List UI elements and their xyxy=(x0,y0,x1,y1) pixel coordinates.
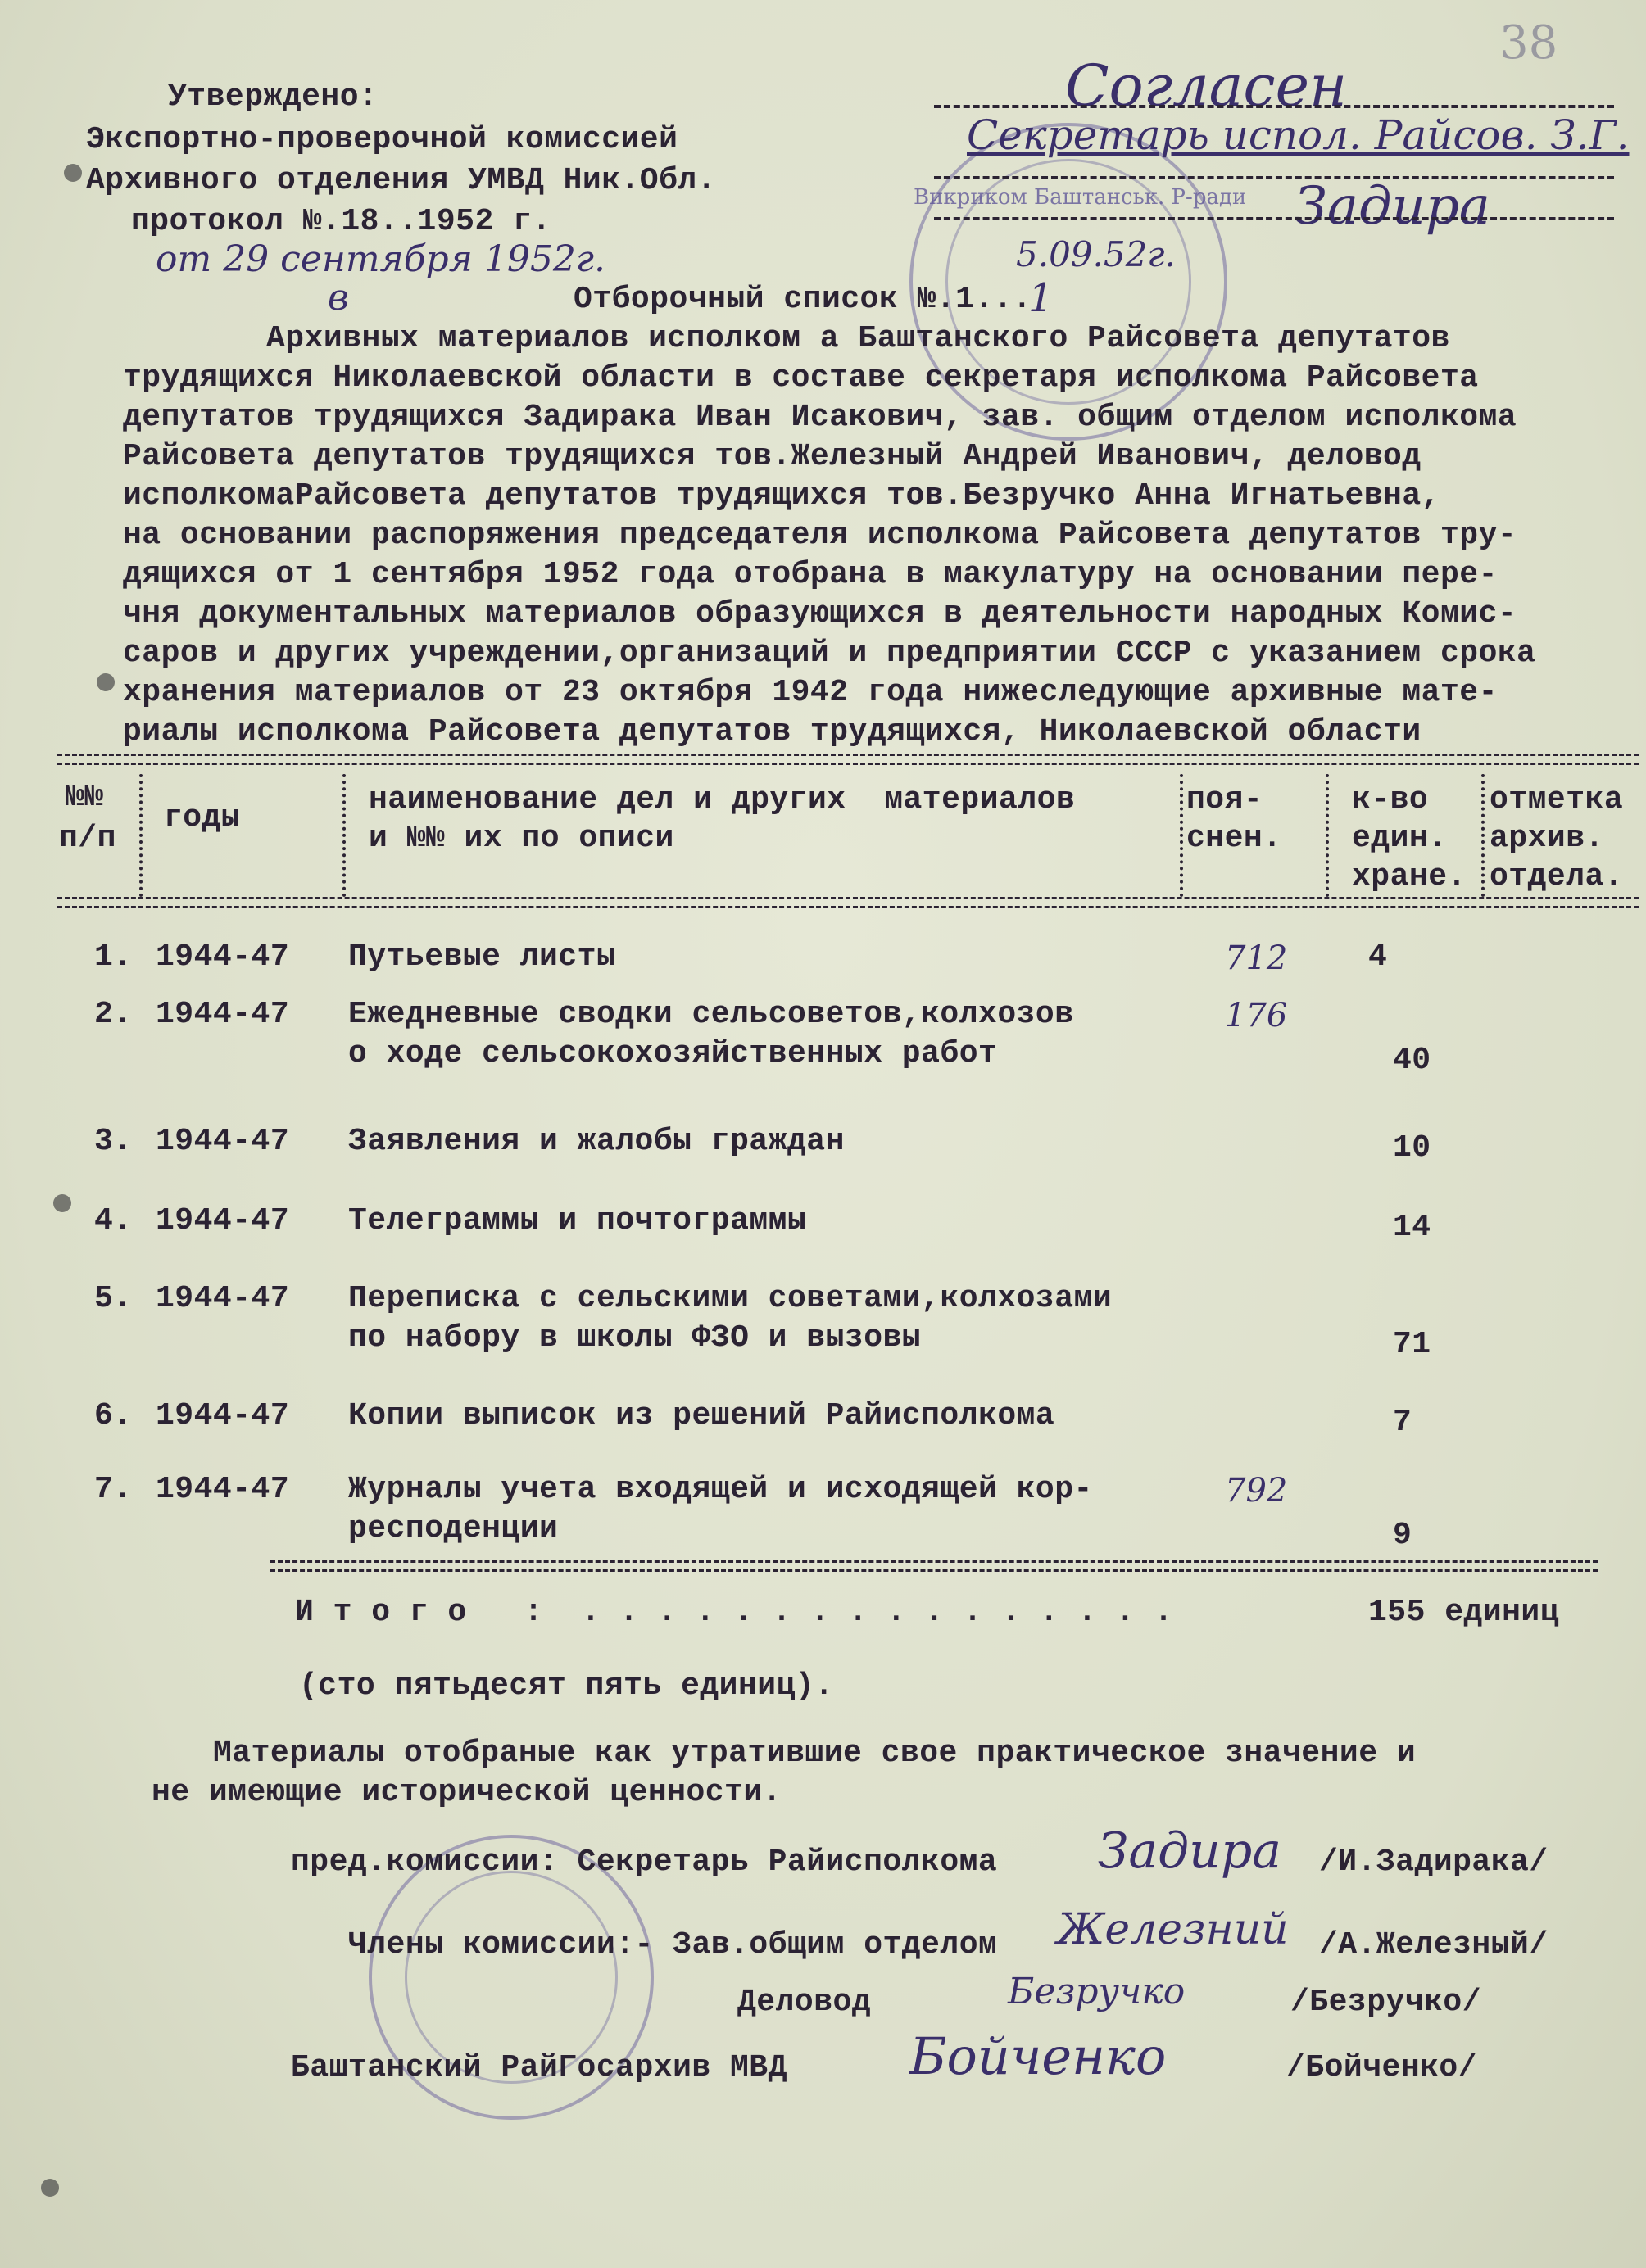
body-line: хранения материалов от 23 октября 1942 года нижеследующие архивные мате- xyxy=(123,675,1498,710)
approval-line: Утверждено: xyxy=(168,79,379,115)
header-mark: отметка xyxy=(1490,782,1624,817)
agreement-signature: Задира xyxy=(1295,176,1490,237)
conclusion-line: Материалы отобраные как утратившие свое практическое значение и xyxy=(213,1736,1417,1771)
row-number: 2. xyxy=(94,997,133,1032)
divider xyxy=(934,217,1614,220)
divider xyxy=(934,105,1614,108)
row-number: 1. xyxy=(94,939,133,975)
signature-role: Баштанский РайГосархив МВД xyxy=(291,2050,787,2085)
row-years: 1944-47 xyxy=(156,1281,290,1316)
row-count: 71 xyxy=(1393,1327,1431,1362)
row-note: 176 xyxy=(1225,997,1288,1034)
header-note: поя- xyxy=(1186,782,1263,817)
row-name: респоденции xyxy=(348,1511,559,1546)
header-mark: архив. xyxy=(1490,821,1604,856)
stamp-text: Викриком Баштанськ. Р-ради xyxy=(914,185,1247,210)
header-count: един. xyxy=(1352,821,1448,856)
body-line: Райсовета депутатов трудящихся тов.Железный Андрей Иванович, деловод xyxy=(123,439,1422,474)
signature-role: Деловод xyxy=(737,1985,872,2020)
header-num: №№ xyxy=(66,780,104,815)
row-years: 1944-47 xyxy=(156,939,290,975)
signature-mark: Бойченко xyxy=(909,2026,1167,2086)
punch-hole xyxy=(97,673,115,691)
table-header-rule xyxy=(57,897,1639,908)
row-name: Ежедневные сводки сельсоветов,колхозов xyxy=(348,997,1074,1032)
header-name: наименование дел и других материалов xyxy=(369,782,1076,817)
header-mark: отдела. xyxy=(1490,859,1624,894)
signature-mark: Задира xyxy=(1098,1822,1282,1880)
body-line: депутатов трудящихся Задирака Иван Исакович, зав. общим отделом исполкома xyxy=(123,400,1517,435)
row-years: 1944-47 xyxy=(156,997,290,1032)
header-note: снен. xyxy=(1186,821,1282,856)
approval-date-handwritten: от 29 сентября 1952г. xyxy=(156,238,606,280)
total-value: 155 единиц xyxy=(1368,1595,1560,1630)
body-line: на основании распоряжения председателя исполкома Райсовета депутатов тру- xyxy=(123,518,1517,553)
signature-mark: Железний xyxy=(1057,1905,1289,1954)
row-count: 7 xyxy=(1393,1405,1412,1440)
approval-line: протокол №.18..1952 г. xyxy=(131,204,551,239)
document-title: Отборочный список №.1... xyxy=(574,282,1032,317)
column-separator xyxy=(342,774,346,897)
signature-name: /Безручко/ xyxy=(1290,1985,1482,2020)
row-name: Копии выписок из решений Райисполкома xyxy=(348,1398,1055,1433)
row-years: 1944-47 xyxy=(156,1203,290,1238)
row-count: 4 xyxy=(1368,939,1388,975)
signature-mark: Безручко xyxy=(1008,1971,1186,2012)
punch-hole xyxy=(41,2179,59,2197)
approval-line: Экспортно-проверочной комиссией xyxy=(86,122,678,157)
row-count: 10 xyxy=(1393,1130,1431,1166)
punch-hole xyxy=(64,164,82,182)
row-number: 6. xyxy=(94,1398,133,1433)
row-years: 1944-47 xyxy=(156,1472,290,1507)
row-number: 7. xyxy=(94,1472,133,1507)
row-name: по набору в школы ФЗО и вызовы xyxy=(348,1320,922,1356)
row-name: Заявления и жалобы граждан xyxy=(348,1124,845,1159)
header-count: хране. xyxy=(1352,859,1467,894)
punch-hole xyxy=(53,1194,71,1212)
body-line: чня документальных материалов образующихся в деятельности народных Комис- xyxy=(123,596,1517,632)
row-name: Телеграммы и почтограммы xyxy=(348,1203,807,1238)
conclusion-line: не имеющие исторической ценности. xyxy=(152,1775,782,1810)
body-line: исполкомаРайсовета депутатов трудящихся тов.Безручко Анна Игнатьевна, xyxy=(123,478,1440,514)
column-separator xyxy=(1481,774,1485,897)
row-name: Журналы учета входящей и исходящей кор- xyxy=(348,1472,1093,1507)
row-count: 9 xyxy=(1393,1518,1412,1553)
header-count: к-во xyxy=(1352,782,1429,817)
body-line: саров и других учреждении,организаций и предприятии СССР с указанием срока xyxy=(123,636,1536,671)
stamp-date: 5.09.52г. xyxy=(1016,234,1176,274)
handwritten-insert: в xyxy=(328,277,349,319)
row-name: Путьевые листы xyxy=(348,939,616,975)
row-name: Переписка с сельскими советами,колхозами xyxy=(348,1281,1113,1316)
body-line: трудящихся Николаевской области в составе секретаря исполкома Райсовета xyxy=(123,360,1479,396)
agreement-heading: Согласен xyxy=(1065,52,1348,120)
row-note: 792 xyxy=(1225,1472,1288,1510)
row-number: 4. xyxy=(94,1203,133,1238)
signature-role: Члены комиссии:- Зав.общим отделом xyxy=(348,1927,998,1962)
row-name: о ходе сельсокохозяйственных работ xyxy=(348,1036,998,1071)
table-bottom-rule xyxy=(270,1560,1598,1572)
header-name: и №№ их по описи xyxy=(369,821,674,856)
signature-name: /А.Железный/ xyxy=(1319,1927,1549,1962)
row-count: 14 xyxy=(1393,1210,1431,1245)
row-number: 3. xyxy=(94,1124,133,1159)
row-years: 1944-47 xyxy=(156,1398,290,1433)
column-separator xyxy=(1180,774,1183,897)
body-line: дящихся от 1 сентября 1952 года отобрана в макулатуру на основании пере- xyxy=(123,557,1498,592)
approval-line: Архивного отделения УМВД Ник.Обл. xyxy=(86,163,717,198)
total-label: И т о г о : . . . . . . . . . . . . . . . . xyxy=(295,1595,1173,1630)
body-line: Архивных материалов исполком а Баштанского Райсовета депутатов xyxy=(266,321,1450,356)
signature-name: /И.Задирака/ xyxy=(1319,1845,1549,1880)
header-num: п/п xyxy=(59,821,116,856)
signature-role: пред.комиссии: Секретарь Райисполкома xyxy=(291,1845,998,1880)
row-count: 40 xyxy=(1393,1043,1431,1078)
total-in-words: (сто пятьдесят пять единиц). xyxy=(299,1668,834,1704)
header-years: годы xyxy=(164,800,241,835)
table-top-rule xyxy=(57,754,1639,765)
row-note: 712 xyxy=(1225,939,1288,977)
divider xyxy=(934,176,1614,179)
column-separator xyxy=(139,774,143,897)
column-separator xyxy=(1326,774,1329,897)
page-number: 38 xyxy=(1499,16,1558,70)
agreement-position: Секретарь испол. Райсов. З.Г. xyxy=(967,111,1630,159)
stamp-number: 1 xyxy=(1028,275,1054,321)
body-line: риалы исполкома Райсовета депутатов трудящихся, Николаевской области xyxy=(123,714,1422,749)
signature-name: /Бойченко/ xyxy=(1286,2050,1478,2085)
row-number: 5. xyxy=(94,1281,133,1316)
row-years: 1944-47 xyxy=(156,1124,290,1159)
